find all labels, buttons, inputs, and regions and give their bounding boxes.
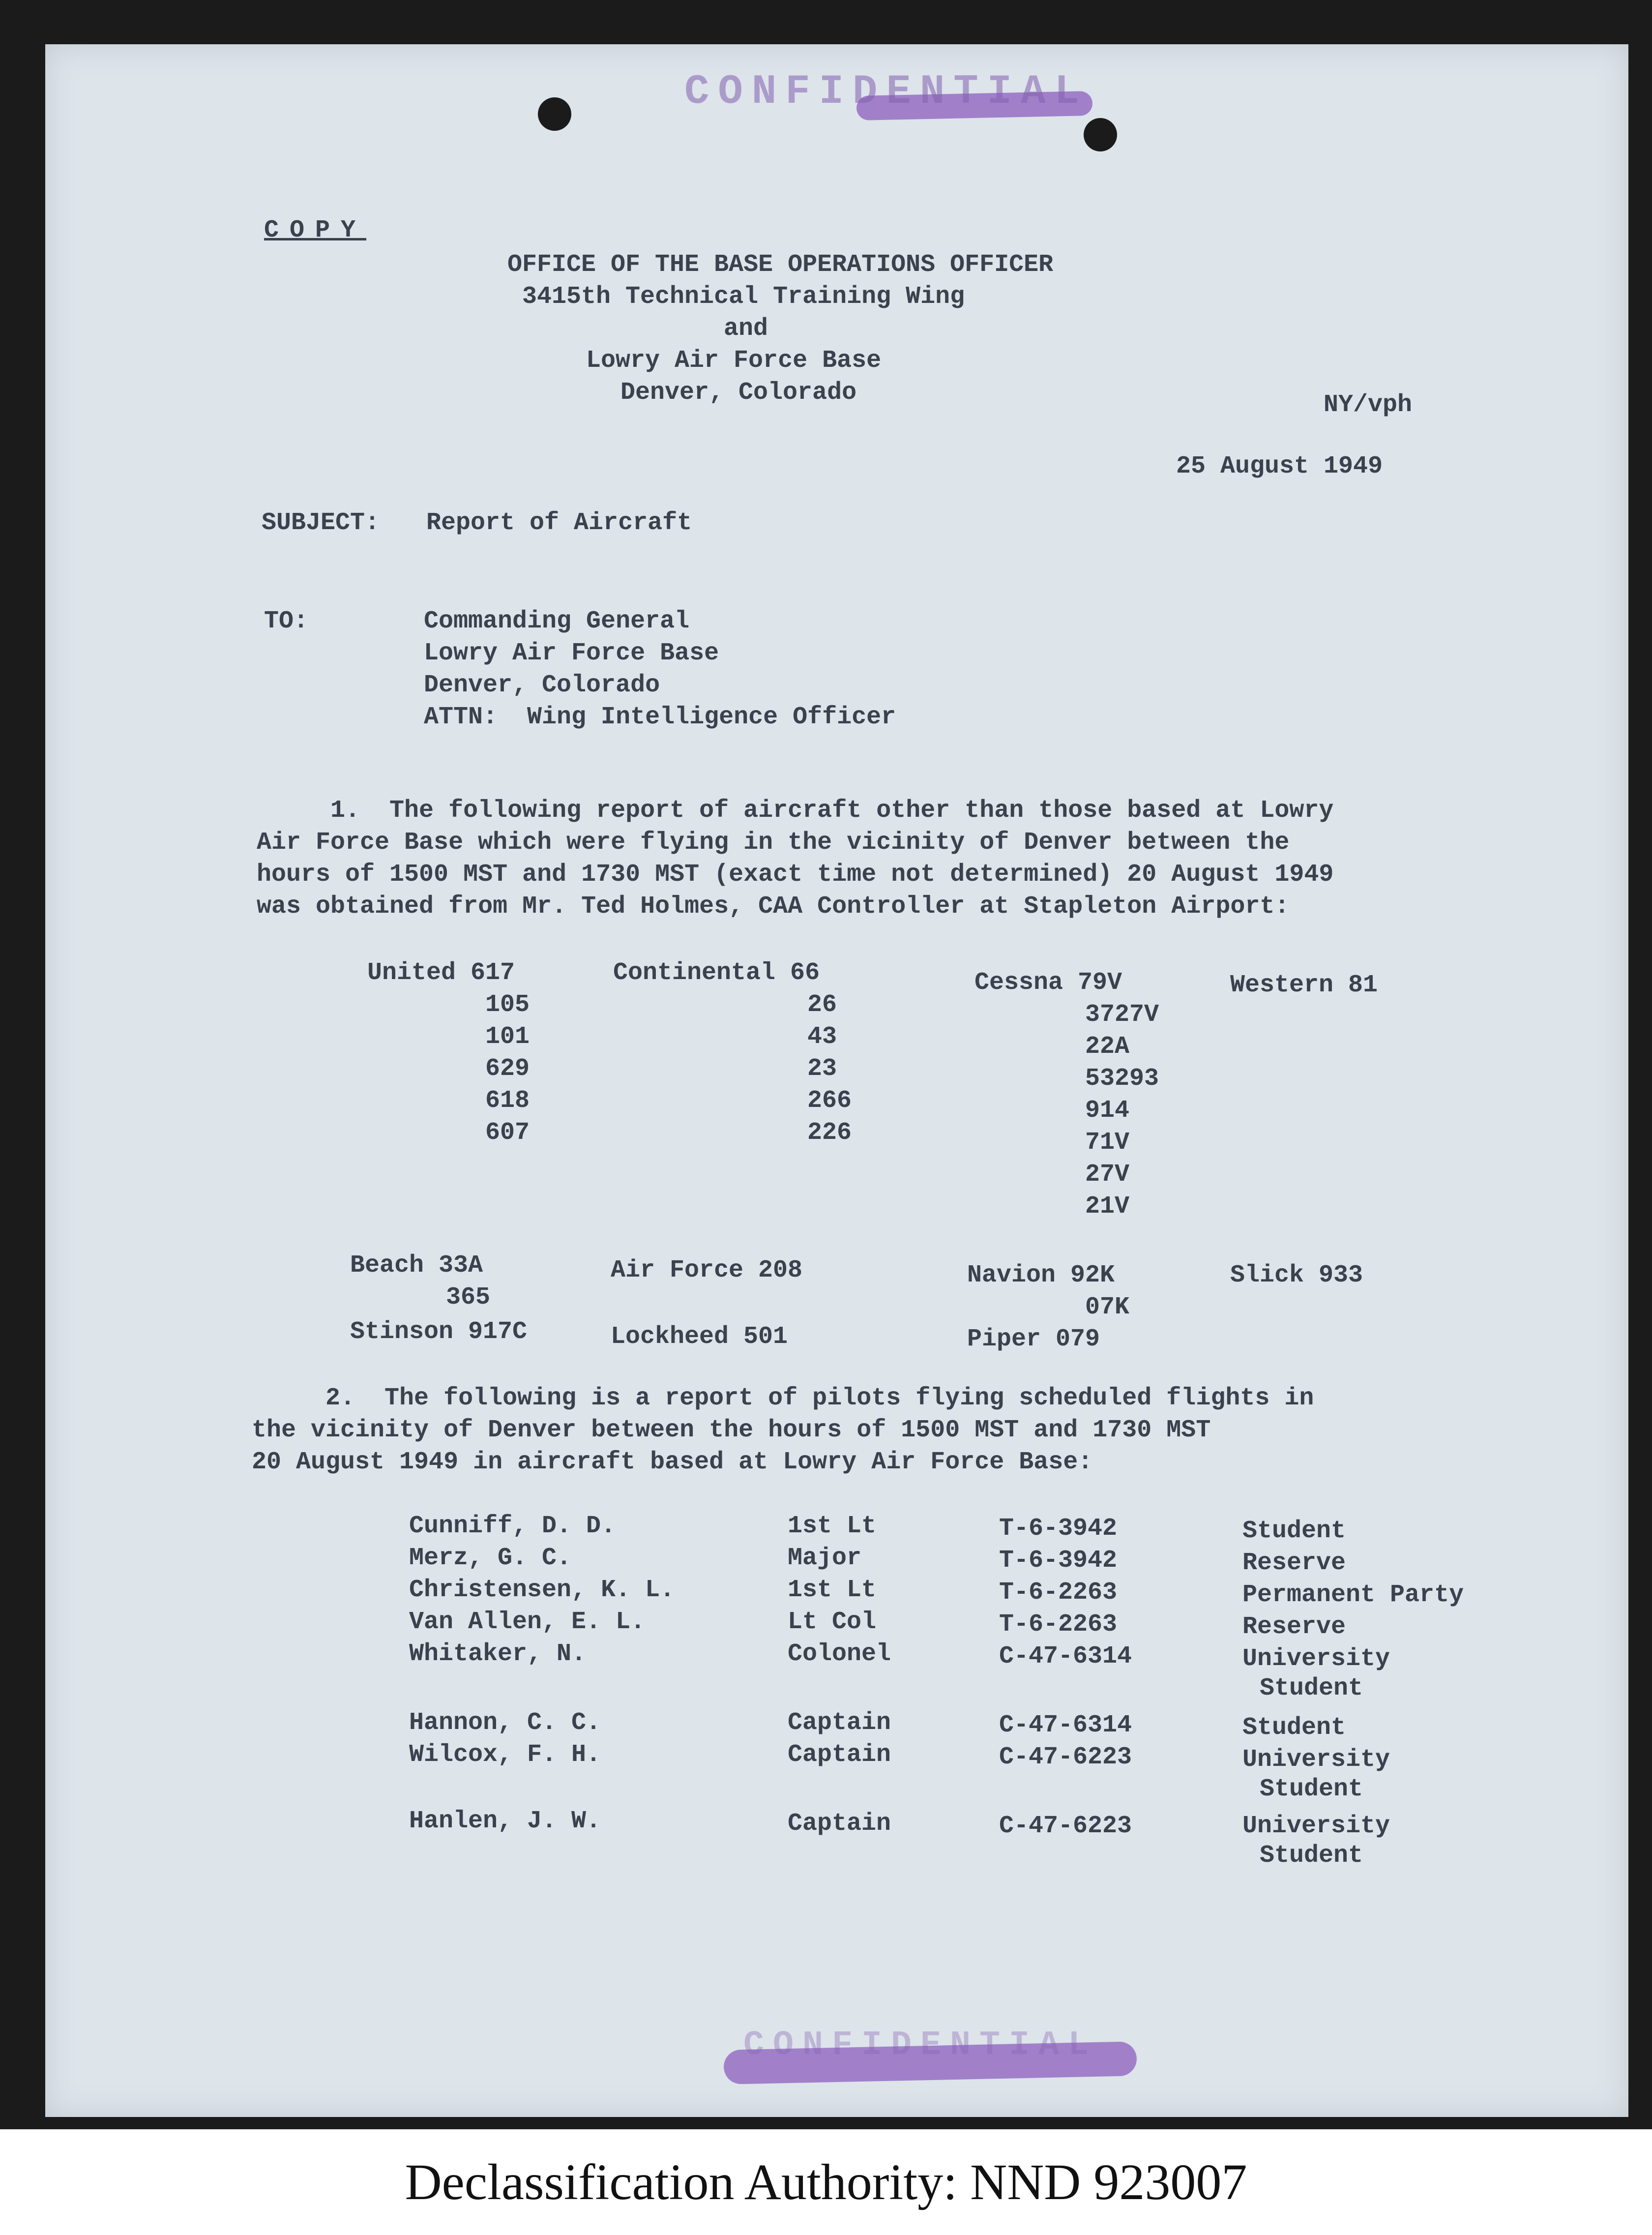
header-line-4: Lowry Air Force Base <box>586 347 882 375</box>
aircraft-entry: 105 <box>485 991 530 1019</box>
pilot-status: Student <box>1260 1775 1363 1803</box>
aircraft-entry: 22A <box>1085 1033 1130 1061</box>
pilot-status: Reserve <box>1242 1549 1346 1577</box>
pilot-aircraft: C-47-6314 <box>999 1711 1132 1739</box>
header-line-1: OFFICE OF THE BASE OPERATIONS OFFICER <box>507 251 1054 279</box>
pilot-rank: 1st Lt <box>788 1512 877 1540</box>
pilot-status: Student <box>1260 1674 1363 1702</box>
aircraft-entry: 27V <box>1085 1161 1130 1189</box>
pilot-rank: Major <box>788 1544 862 1572</box>
aircraft-entry: Western 81 <box>1230 971 1378 999</box>
pilot-status: Reserve <box>1242 1613 1346 1641</box>
pilot-status: University <box>1242 1746 1390 1774</box>
punch-hole-left <box>538 97 571 131</box>
aircraft-entry: Air Force 208 <box>611 1256 803 1284</box>
aircraft-entry: Slick 933 <box>1230 1261 1363 1289</box>
aircraft-entry: 365 <box>446 1283 491 1311</box>
pilot-aircraft: T-6-3942 <box>999 1515 1118 1543</box>
punch-hole-right <box>1084 118 1117 151</box>
pilot-name: Cunniff, D. D. <box>409 1512 616 1540</box>
paragraph-1-line: Air Force Base which were flying in the vicinity of Denver between the <box>257 829 1290 857</box>
pilot-status: Student <box>1242 1517 1346 1545</box>
aircraft-entry: 629 <box>485 1055 530 1083</box>
pilot-aircraft: T-6-2263 <box>999 1610 1118 1639</box>
pilot-aircraft: T-6-3942 <box>999 1547 1118 1575</box>
pilot-aircraft: C-47-6223 <box>999 1812 1132 1840</box>
aircraft-entry: 21V <box>1085 1192 1130 1221</box>
pilot-name: Van Allen, E. L. <box>409 1608 646 1636</box>
pilot-name: Hannon, C. C. <box>409 1709 601 1737</box>
paragraph-2-line: 2. The following is a report of pilots flying scheduled flights in <box>252 1384 1314 1412</box>
to-line: Lowry Air Force Base <box>424 639 719 667</box>
aircraft-entry: Navion 92K <box>967 1261 1115 1289</box>
declassification-footer: Declassification Authority: NND 923007 <box>0 2129 1652 2235</box>
aircraft-entry: Cessna 79V <box>974 969 1122 997</box>
aircraft-entry: 266 <box>807 1087 852 1115</box>
paragraph-1-line: 1. The following report of aircraft other than those based at Lowry <box>257 797 1334 825</box>
pilot-rank: 1st Lt <box>788 1576 877 1604</box>
aircraft-entry: 3727V <box>1085 1001 1159 1029</box>
pilot-status: University <box>1242 1812 1390 1840</box>
paragraph-2-line: the vicinity of Denver between the hours of 1500 MST and 1730 MST <box>252 1416 1211 1444</box>
subject-label: SUBJECT: <box>262 509 380 537</box>
aircraft-entry: 07K <box>1085 1293 1130 1321</box>
document-date: 25 August 1949 <box>1176 452 1383 480</box>
aircraft-entry: United 617 <box>367 959 515 987</box>
subject-value: Report of Aircraft <box>426 509 692 537</box>
to-line: Commanding General <box>424 607 690 635</box>
pilot-name: Merz, G. C. <box>409 1544 572 1572</box>
pilot-rank: Captain <box>788 1741 891 1769</box>
aircraft-entry: Piper 079 <box>967 1325 1100 1353</box>
pilot-name: Christensen, K. L. <box>409 1576 675 1604</box>
aircraft-entry: 23 <box>807 1055 837 1083</box>
pilot-rank: Lt Col <box>788 1608 877 1636</box>
copy-mark: COPY <box>264 216 367 244</box>
paragraph-1-line: hours of 1500 MST and 1730 MST (exact time not determined) 20 August 1949 <box>257 861 1334 889</box>
header-line-3: and <box>724 315 768 343</box>
aircraft-entry: Lockheed 501 <box>611 1323 788 1351</box>
to-label: TO: <box>264 607 309 635</box>
aircraft-entry: 43 <box>807 1023 837 1051</box>
pilot-rank: Captain <box>788 1709 891 1737</box>
aircraft-entry: 618 <box>485 1087 530 1115</box>
reference-initials: NY/vph <box>1324 391 1413 419</box>
confidential-stamp-top: CONFIDENTIAL <box>684 69 1088 116</box>
aircraft-entry: 53293 <box>1085 1065 1159 1093</box>
aircraft-entry: 71V <box>1085 1129 1130 1157</box>
pilot-name: Wilcox, F. H. <box>409 1741 601 1769</box>
pilot-name: Whitaker, N. <box>409 1640 587 1668</box>
pilot-status: Student <box>1260 1842 1363 1870</box>
header-line-5: Denver, Colorado <box>620 379 857 407</box>
aircraft-entry: Beach 33A <box>350 1252 483 1280</box>
pilot-aircraft: C-47-6314 <box>999 1642 1132 1670</box>
pilot-status: University <box>1242 1645 1390 1673</box>
aircraft-entry: Continental 66 <box>613 959 820 987</box>
confidential-stamp-bottom: CONFIDENTIAL <box>743 2026 1098 2065</box>
pilot-status: Permanent Party <box>1242 1581 1464 1609</box>
aircraft-entry: 914 <box>1085 1097 1130 1125</box>
aircraft-entry: 607 <box>485 1119 530 1147</box>
pilot-aircraft: C-47-6223 <box>999 1743 1132 1771</box>
document-page <box>45 44 1628 2117</box>
aircraft-entry: 226 <box>807 1119 852 1147</box>
pilot-rank: Colonel <box>788 1640 891 1668</box>
pilot-aircraft: T-6-2263 <box>999 1579 1118 1607</box>
aircraft-entry: 26 <box>807 991 837 1019</box>
aircraft-entry: 101 <box>485 1023 530 1051</box>
header-line-2: 3415th Technical Training Wing <box>522 283 965 311</box>
pilot-rank: Captain <box>788 1810 891 1838</box>
aircraft-entry: Stinson 917C <box>350 1318 528 1346</box>
paragraph-2-line: 20 August 1949 in aircraft based at Lowry Air Force Base: <box>252 1448 1093 1476</box>
pilot-name: Hanlen, J. W. <box>409 1807 601 1835</box>
paragraph-1-line: was obtained from Mr. Ted Holmes, CAA Controller at Stapleton Airport: <box>257 893 1290 921</box>
pilot-status: Student <box>1242 1714 1346 1742</box>
to-line: Denver, Colorado <box>424 671 660 699</box>
to-line: ATTN: Wing Intelligence Officer <box>424 703 896 731</box>
